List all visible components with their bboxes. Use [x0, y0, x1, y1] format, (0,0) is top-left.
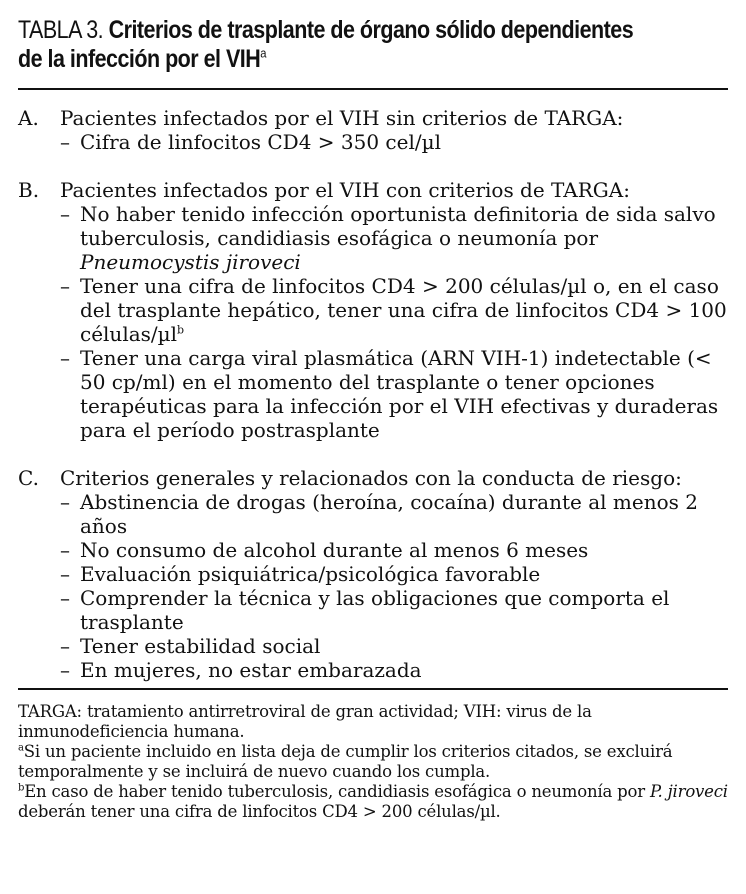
footnote-b — [18, 782, 728, 822]
list-item — [60, 658, 728, 682]
list-item — [60, 634, 728, 658]
section-letter: C. — [18, 466, 39, 490]
footnote-mark: b — [177, 323, 185, 337]
section-heading — [18, 178, 728, 202]
section-items — [60, 490, 728, 682]
list-item-text: Abstinencia de drogas (heroína, cocaína) durante al menos 2 años — [80, 490, 698, 538]
list-item-text: En mujeres, no estar embarazada — [80, 658, 422, 682]
footnote-b-organism: P. jiroveci — [649, 782, 728, 801]
section-b — [18, 178, 728, 442]
title-line-2: de la infección por el VIH — [18, 45, 261, 73]
footnote-b-text-1: En caso de haber tenido tuberculosis, candidiasis esofágica o neumonía por — [24, 782, 645, 801]
dash-marker: – — [60, 130, 70, 154]
list-item — [60, 346, 728, 442]
footnote-b-mark: b — [18, 782, 25, 794]
dash-marker: – — [60, 346, 70, 370]
list-item — [60, 490, 728, 538]
list-item-text: Cifra de linfocitos CD4 > 350 cel/µl — [80, 130, 441, 154]
section-c — [18, 466, 728, 682]
title-line-1: Criterios de trasplante de órgano sólido dependientes — [108, 16, 634, 44]
section-letter: A. — [18, 106, 39, 130]
section-heading-text: Pacientes infectados por el VIH con criterios de TARGA: — [60, 178, 630, 202]
list-item — [60, 586, 728, 634]
dash-marker: – — [60, 634, 70, 658]
footnote-a-text: Si un paciente incluido en lista deja de cumplir los criterios citados, se excluirá temporalmente y se incluirá de nuevo cuando los cumpla. — [18, 742, 673, 781]
section-items — [60, 202, 728, 442]
list-item — [60, 130, 728, 154]
dash-marker: – — [60, 490, 70, 514]
list-item-text — [80, 274, 728, 346]
table-title — [18, 16, 723, 74]
table-body — [18, 90, 728, 682]
list-item-text-main: No haber tenido infección oportunista definitoria de sida salvo tuberculosis, candidiasis esofágica o neumonía por — [80, 202, 716, 250]
list-item-text: Comprender la técnica y las obligaciones que comporta el trasplante — [80, 586, 670, 634]
dash-marker: – — [60, 562, 70, 586]
section-items — [60, 130, 728, 154]
footnote-abbreviations: TARGA: tratamiento antirretroviral de gran actividad; VIH: virus de la inmunodeficiencia humana. — [18, 702, 592, 741]
list-item-text: Evaluación psiquiátrica/psicológica favorable — [80, 562, 541, 586]
list-item-text-main: Tener una cifra de linfocitos CD4 > 200 células/µl o, en el caso del trasplante hepático, tener una cifra de linfocitos CD4 > 100 células/µl — [80, 274, 727, 346]
section-heading-text: Pacientes infectados por el VIH sin criterios de TARGA: — [60, 106, 624, 130]
list-item — [60, 274, 728, 346]
list-item — [60, 562, 728, 586]
list-item-text — [80, 202, 728, 274]
dash-marker: – — [60, 586, 70, 610]
section-a — [18, 106, 728, 154]
dash-marker: – — [60, 538, 70, 562]
table-footnotes — [18, 690, 728, 822]
list-item-text: Tener estabilidad social — [80, 634, 321, 658]
title-footnote-mark: a — [260, 45, 266, 61]
dash-marker: – — [60, 658, 70, 682]
list-item — [60, 538, 728, 562]
section-heading-text: Criterios generales y relacionados con la conducta de riesgo: — [60, 466, 682, 490]
section-letter: B. — [18, 178, 40, 202]
organism-name: Pneumocystis jiroveci — [80, 250, 301, 274]
footnote-b-text-2: deberán tener una cifra de linfocitos CD4 > 200 células/µl. — [18, 802, 501, 821]
table-label: TABLA 3. — [18, 16, 104, 44]
list-item-text: No consumo de alcohol durante al menos 6 meses — [80, 538, 589, 562]
section-heading — [18, 466, 728, 490]
dash-marker: – — [60, 274, 70, 298]
list-item — [60, 202, 728, 274]
dash-marker: – — [60, 202, 70, 226]
list-item-text: Tener una carga viral plasmática (ARN VIH-1) indetectable (< 50 cp/ml) en el momento del trasplante o tener opciones terapéuticas para la infección por el VIH efectivas y duraderas para el período postrasplante — [80, 346, 719, 442]
footnote-a — [18, 742, 728, 782]
section-heading — [18, 106, 728, 130]
footnote-a-mark: a — [18, 742, 24, 754]
